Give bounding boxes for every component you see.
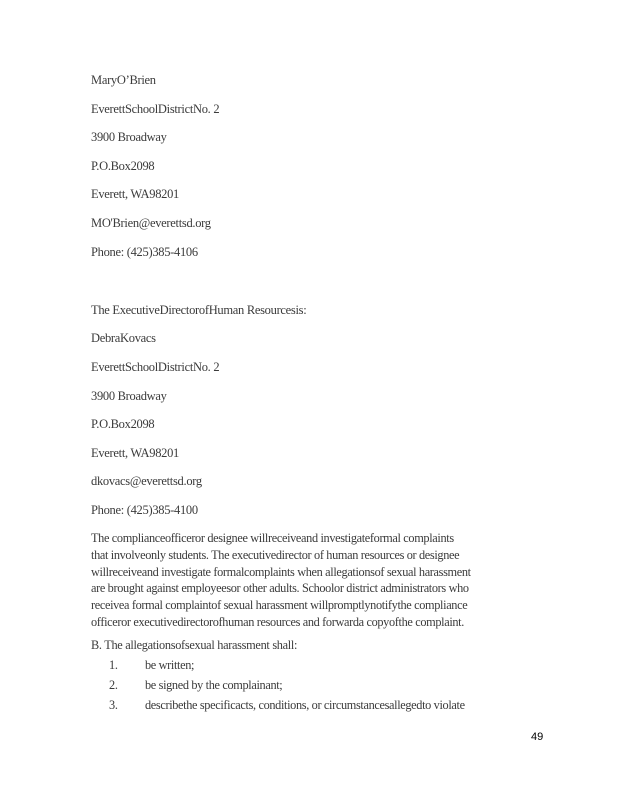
paragraph-line: The complianceofficeror designee willreceiveand investigateformal complaints	[91, 531, 454, 545]
contact1-email: MO'Brien@everettsd.org	[91, 216, 211, 230]
list-item-number: 3.	[109, 698, 118, 712]
contact2-heading: The ExecutiveDirectorofHuman Resourcesis:	[91, 303, 307, 317]
contact2-email: dkovacs@everettsd.org	[91, 474, 202, 488]
contact1-street: 3900 Broadway	[91, 130, 167, 144]
contact2-street: 3900 Broadway	[91, 389, 167, 403]
contact2-phone: Phone: (425)385-4100	[91, 503, 198, 517]
list-item-text: be signed by the complainant;	[145, 678, 283, 692]
list-item-number: 1.	[109, 658, 118, 672]
contact1-name: MaryO’Brien	[91, 73, 156, 87]
paragraph-line: willreceiveand investigate formalcomplaints when allegationsof sexual harassment	[91, 564, 471, 579]
contact2-pobox: P.O.Box2098	[91, 417, 155, 431]
page-number: 49	[531, 731, 544, 743]
contact1-phone: Phone: (425)385-4106	[91, 245, 198, 259]
contact1-city: Everett, WA98201	[91, 187, 180, 201]
contact1-pobox: P.O.Box2098	[91, 159, 155, 173]
paragraph-line: that involveonly students. The executivedirector of human resources or designee	[91, 547, 460, 562]
section-b-heading: B. The allegationsofsexual harassment shall:	[91, 638, 298, 652]
paragraph-line: are brought against employeesor other adults. Schoolor district administrators who	[91, 581, 469, 596]
list-item-text: be written;	[145, 658, 195, 672]
paragraph-line: receivea formal complaintof sexual harassment willpromptlynotifythe compliance	[91, 598, 468, 613]
paragraph-line: officeror executivedirectorofhuman resources and forwarda copyofthe complaint.	[91, 614, 464, 629]
list-item-text: describethe specificacts, conditions, or circumstancesallegedto violate	[145, 698, 465, 712]
contact2-city: Everett, WA98201	[91, 446, 180, 460]
contact1-org: EverettSchoolDistrictNo. 2	[91, 102, 220, 116]
contact2-name: DebraKovacs	[91, 331, 156, 345]
contact2-org: EverettSchoolDistrictNo. 2	[91, 360, 220, 374]
list-item-number: 2.	[109, 678, 118, 692]
policy-paragraph	[91, 530, 551, 631]
